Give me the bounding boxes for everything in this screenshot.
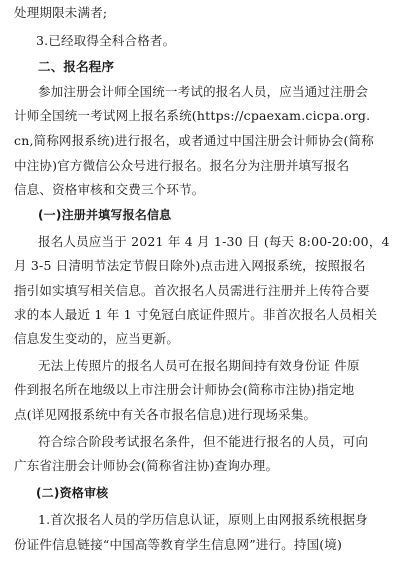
text-line-4: 参加注册会计师全国统一考试的报名人员，应当通过注册会: [38, 84, 369, 99]
text-line-6: cn,简称网报系统)进行报名，或者通过中国注册会计师协会(简称: [14, 133, 374, 148]
text-line-12: 指引如实填写相关信息。首次报名人员需进行注册并上传符合要: [14, 283, 370, 298]
text-line-10: 报名人员应当于 2021 年 4 月 1-30 日 (每天 8:00-20:00，4: [38, 234, 390, 249]
subheading-register-and-fill: (一)注册并填写报名信息: [38, 208, 172, 222]
text-line-15: 无法上传照片的报名人员可在报名期间持有效身份证 件原: [38, 358, 360, 373]
text-line-11: 月 3-5 日清明节法定节假日除外)点击进入网报系统，按照报名: [14, 258, 366, 273]
text-line-8: 信息、资格审核和交费三个环节。: [14, 182, 205, 197]
text-line-21: 1.首次报名人员的学历信息认证，原则上由网报系统根据身: [38, 512, 368, 527]
text-line-19: 广东省注册会计师协会(简称省注协)查询办理。: [14, 458, 279, 473]
text-line-13: 求的本人最近 1 年 1 寸免冠白底证件照片。非首次报名人员相关: [14, 307, 378, 322]
text-line-17: 点(详见网报系统中有关各市报名信息)进行现场采集。: [14, 407, 317, 422]
section-heading-registration-procedure: 二、报名程序: [38, 59, 115, 74]
text-line-5: 计师全国统一考试网上报名系统(https://cpaexam.cicpa.org.: [14, 108, 371, 123]
text-line-2: 3.已经取得全科合格者。: [36, 33, 176, 48]
subheading-qualification-review: (二)资格审核: [36, 486, 109, 500]
text-line-16: 件到报名所在地级以上市注册会计师协会(简称市注协)指定地: [14, 382, 355, 397]
text-line-1: 处理期限未满者;: [14, 5, 108, 20]
text-line-18: 符合综合阶段考试报名条件，但不能进行报名的人员，可向: [38, 434, 369, 449]
text-line-14: 信息发生变动的，应当更新。: [14, 331, 180, 346]
text-line-22: 份证件信息链接“中国高等教育学生信息网”进行。持国(境): [14, 537, 343, 552]
text-line-7: 中注协)官方微信公众号进行报名。报名分为注册并填写报名: [14, 158, 350, 173]
